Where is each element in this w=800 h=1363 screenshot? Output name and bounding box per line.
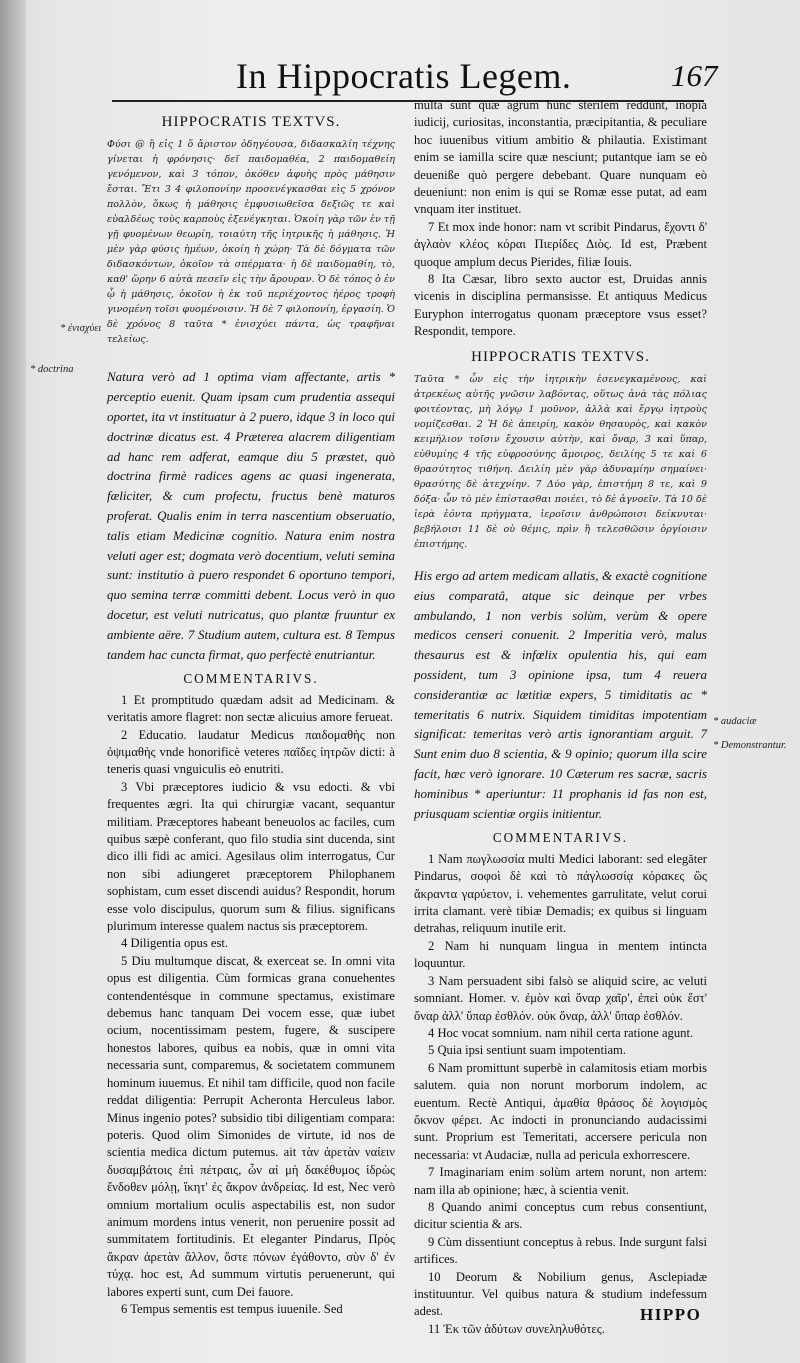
commentary-note: 9 Cùm dissentiunt conceptus à rebus. Inde surgunt falsi artifices. [414,1234,707,1267]
greek-text: Ταῦτα * ὦν εἰς τὴν ἰητρικὴν ἐσενεγκαμένους, καὶ ἀτρεκέως αὐτῆς γνῶσιν λαβόντας, οὕτως ἀνὰ τὰς πόλιας φοιτέοντας, μὴ λόγῳ 1 μοῦνον, ἀλλὰ καὶ ἔργῳ ἰητροὺς νομίζεσθαι. 2 Ἡ δὲ ἀπειρίη, κακὸν θησαυρὸς, καὶ κακὸν κειμήλιον τοῖσιν ἔχουσιν αὐτὴν, καὶ ὄναρ, 3 καὶ ὕπαρ, εὐθυμίης 4 τῆς εὐφροσύνης ἄμοιρος, δειλίης 5 τε καὶ 6 θρασύτητος τιθήνη. Δειλίη μὲν γὰρ ἀδυναμίην σημαίνει· θρασύτης δὲ ἀτεχνίην. 7 Δύο γὰρ, ἐπιστήμη 8 τε, καὶ 9 δόξα· ὧν τὸ μὲν ἐπίστασθαι ποιέει, τὸ δὲ ἀγνοεῖν. Τὰ 10 δὲ ἱερὰ ἐόντα πρήγματα, ἱεροῖσιν ἀνθρώποισι δείκνυται· βεβήλοισι 11 δὲ οὐ θέμις, πρὶν ἢ τελεσθῶσιν ὀργίοισιν ἐπιστήμης. [414,374,707,551]
commentary-note: 7 Et mox inde honor: nam vt scribit Pindarus, ἔχοντι δ' ἀγλαὸν κλέος κόραι Πιερίδες Διὸς. Id est, Præbent quoque amplum decus Pierides, filiæ Iouis. [414,219,707,269]
commentary-note: 2 Educatio. laudatur Medicus παιδομαθὴς non ὀψιμαθὴς vnde honorificè veteres παῖδες ἰητρῶν dicti: à teneris quasi vnguiculis eò enutriti. [107,727,395,777]
commentary-note: 3 Vbi præceptores iudicio & vsu edocti. & vbi frequentes ægri. Ita qui chirurgiæ vacant, sequantur militiam. Præceptores habeant beneuolos ac faciles, cum quibus sæpè conferant, quo filo studia sint ducenda, sint dico illi fidi ac amici. Agesilaus olim interrogatus, Cur non sibi adiungeret præceptorem Philophanem sophistam, cum esset discendi auidus? Respondit, horum esse volo discipulus, quorum sum & filius. significans plurimum interesse qualem nactus sis præceptorem. [107,779,395,934]
page-number: 167 [671,58,718,93]
commentary-note: 5 Diu multumque discat, & exerceat se. In omni vita opus est diligentia. Cùm formicas grana conuehentes contendentésque in commune spectamus, existimare debemus hanc tanquam Dei vocem esse, quæ iubet ocium, nocentissimam pestem, fugere, & suscipere honestos labores, quibus ea nobis, quæ in omni vita necessaria sunt, comparemus, & societatem communem hominum iuuemus. Et nihil tam difficile, quod non facile reddat diligentia: Perrupit Acheronta Herculeus labor. Minus ingenio potes? subsidio tibi diligentiam compara: poteris. Quod olim Simonides de virtute, id nos de scientia medica dictum putemus. ait τὰν ἀρετὰν ναίειν δυσαμβάτοις ἐπὶ πέτραις, ὦν αἰ μὴ δακέθυμος ἱδρὼς ἔνδοθεν μόλῃ, ἵκητ' ἐς ἄκρον ἀνδρείας. Id est, Nec verò omnium mortalium oculis aspectabilis est, non sudor animum mordens intus venerit, non peruenire possit ad summitatem fortitudinis. Et eleganter Pindarus, Πρὸς ἄκραν ἀρετὰν ἄλλον, ὅστε πόνων ἐγάθοντο, σὺν δ' ἐν τύχᾳ. hoc est, Ad summum virtutis peruenerunt, qui labores experti sunt, cum Dei fauore. [107,953,395,1299]
page-gutter-shadow [0,0,26,1363]
commentary-note: 6 Nam promittunt superbè in calamitosis etiam morbis salutem. quia non norunt morborum indolem, ac euentum. Rectè Antiqui, ἀμαθία θράσος δὲ λογισμὸς ὄκνον φέρει. Ac indocti in pronunciando audacissimi sunt. Proprium est Temeritati, accersere pericula non necessaria: vt Audaciæ, nulla ad pericula exhorrescere. [414,1060,707,1162]
margin-note-doctrina: * doctrina [30,364,74,375]
commentary-note: 8 Quando animi conceptus cum rebus consentiunt, dicitur scientia & ars. [414,1199,707,1232]
commentary-note: 4 Diligentia opus est. [121,936,229,951]
commentary-note: 6 Tempus sementis est tempus iuuenile. Sed [121,1301,343,1316]
margin-note-greek: * ἐνισχύει [60,323,102,334]
margin-note-demonstrantur: * Demonstrantur. [713,740,787,751]
commentary-note: 8 Ita Cæsar, libro sexto auctor est, Druidas annis vicenis in disciplina permansisse. Et antiquus Medicus Euryphon interrogatus quonam præceptore vsus esset? Respondit, tempore. [414,272,707,339]
commentary-note: 7 Imaginariam enim solùm artem norunt, non artem: nam illa ab opinione; hæc, à scientia venit. [414,1165,707,1197]
left-column [107,106,395,1318]
greek-text: Φύσι @ ἢ εἰς 1 ὅ ἄριστον ὁδηγέουσα, διδασκαλίη τέχνης γίνεται ἡ φρόνησις· δεῖ παιδομαθέα, 2 παιδομαθείη γενόμενον, καὶ 3 τόπον, ὁκόθεν ἀφυὴς πρὸς μάθησιν ἔσται. Ἔτι 3 4 φιλοπονίην προσενέγκασθαι εἰς 5 χρόνον πολλὸν, ὅκως ἡ μάθησις ἐμφυσιωθεῖσα δεξιῶς τε καὶ εὐαλδέως τοὺς καρποὺς ἐξενέγκηται. Ὁκοίη γὰρ τῶν ἐν τῇ γῇ φυομένων θεωρίη, τοιαύτη τῆς ἰητρικῆς ἡ μάθησις. Ἡ μὲν γὰρ φύσις ἡμέων, ὁκοίη ἡ χώρη· Τὰ δὲ δόγματα τῶν διδασκόντων, ὁκοῖον τὰ σπέρματα· ἡ δὲ παιδομαθίη, τὸ, καθ' ὥρην 6 αὐτὰ πεσεῖν εἰς τὴν ἄρουραν. Ὁ δὲ τόπος ὁ ἐν ᾧ ἡ μάθησις, ὁκοῖον ἡ ἐκ τοῦ περιέχοντος ἠέρος τροφὴ γινομένη τοῖσι φυομένοισιν. Ἡ δὲ 7 φιλοπονίη, ἐργασίη. Ὁ δὲ χρόνος 8 ταῦτα * ἐνισχύει πάντα, ὡς τραφῆναι τελείως. [107,139,395,346]
commentary-heading: COMMENTARIVS. [492,830,629,846]
commentary-note: 10 Deorum & Nobilium genus, Asclepiadæ instituuntur. Vel quibus natura & studium indefessum adest. [414,1269,707,1319]
right-column [414,97,707,1338]
running-header-title: In Hippocratis Legem. [236,56,572,96]
latin-translation: Natura verò ad 1 optima viam affectante, artis * perceptio euenit. Quam ipsam cum prudentia assequi oportet, ita vt instituatur à 2 puero, idque 3 in loco qui doctrinæ dicatus est. 4 Præterea alacrem diligentiam ad hanc rem adferat, eamque diu 5 præstet, quò doctrina firmè radices agens ac quasi ingenerata, fæliciter, & cum profectu, fructus benè maturos proferat. Qualis enim in terra nascentium obseruatio, talis etiam Medicinæ cognitio. Natura enim nostra veluti ager est; dogmata verò docentium, veluti semina sunt: institutio à puero respondet 6 oportuno tempori, quo semina terræ committi debent. Locus verò in quo docetur, est veluti nutricatus, quo plantæ fruuntur ex ambiente aëre. 7 Studium autem, cultura est. 8 Tempus tandem hac cuncta firmat, quo perfectè enutriantur. [107,369,395,662]
catchword: HIPPO [640,1305,702,1324]
margin-note-audaciae: * audaciæ [713,716,757,727]
latin-translation: His ergo ad artem medicam allatis, & exactè cognitione eius comparatâ, atque sic deinque per vrbes ambulando, 1 non verbis solùm, verùm & opere medicos censeri conuenit. 2 Imperitia verò, malus thesaurus est & infœlix opulentia his, qui eam possident, tum 3 opinione ipsa, tum 4 reuera considerantiæ ac lætitiæ expers, 5 timiditatis ac * temeritatis 6 nutrix. Siquidem timiditas impotentiam significat: temeritas verò artis ignorantiam arguit. 7 Sunt enim duo 8 scientia, & 9 opinio; quorum illa scire facit, hæc verò ignorare. 10 Cæterum res sacræ, sacris hominibus * aperiuntur: 11 prophanis id fas non est, priusquam scientiæ orgiis initientur. [414,568,707,821]
commentary-note: 3 Nam persuadent sibi falsò se aliquid scire, ac veluti somniant. Homer. v. ἐμὸν καὶ ὄναρ χαῖρ', ἐπεὶ οὐκ ἔστ' ὄναρ ἀλλ' ὕπαρ ἐσθλόν. οὐκ ὄναρ, ἀλλ' ὕπαρ ἐσθλόν. [414,973,707,1023]
commentary-continuation: multa sunt quæ agrum hunc sterilem reddunt, inopia iudicij, curiositas, inconstantia, præcipitantia, & peculiare hoc iuuenibus vitium ambitio & philautia. Existimant enim se iamilla scire quæ nesciunt; putantque iam se eò deueniße quò pergere debebant. Quare nunquam eò deueniunt: non enim is qui se Romæ esse putat, ad eam vnquam iter instituet. [414,98,707,217]
commentary-note: 1 Et promptitudo quædam adsit ad Medicinam. & veritatis amore flagret: non sectæ alicuius amore ferueat. [107,692,395,725]
text-heading: HIPPOCRATIS TEXTVS. [471,348,650,365]
commentary-note: 11 Ἐκ τῶν ἀδύτων συνεληλυθότες. [428,1321,605,1336]
text-heading: HIPPOCRATIS TEXTVS. [161,114,341,130]
commentary-note: 5 Quia ipsi sentiunt suam impotentiam. [428,1043,626,1058]
commentary-note: 2 Nam hi nunquam lingua in mentem intincta loquuntur. [414,938,707,971]
commentary-note: 1 Nam πωγλωσσία multi Medici laborant: sed elegăter Pindarus, σοφοὶ δὲ καὶ τὸ πάγλωσσίᾳ κόρακες ὣς ἄκραντα γαρύετον, i. vehementes garrulitate, velut corui irrita clamant. verè tibiæ Demadis; ex quibus si linguam detrahas, reliquum inutile erit. [414,851,707,936]
commentary-heading: COMMENTARIVS. [183,671,319,687]
commentary-note: 4 Hoc vocat somnium. nam nihil certa ratione agunt. [428,1025,694,1040]
